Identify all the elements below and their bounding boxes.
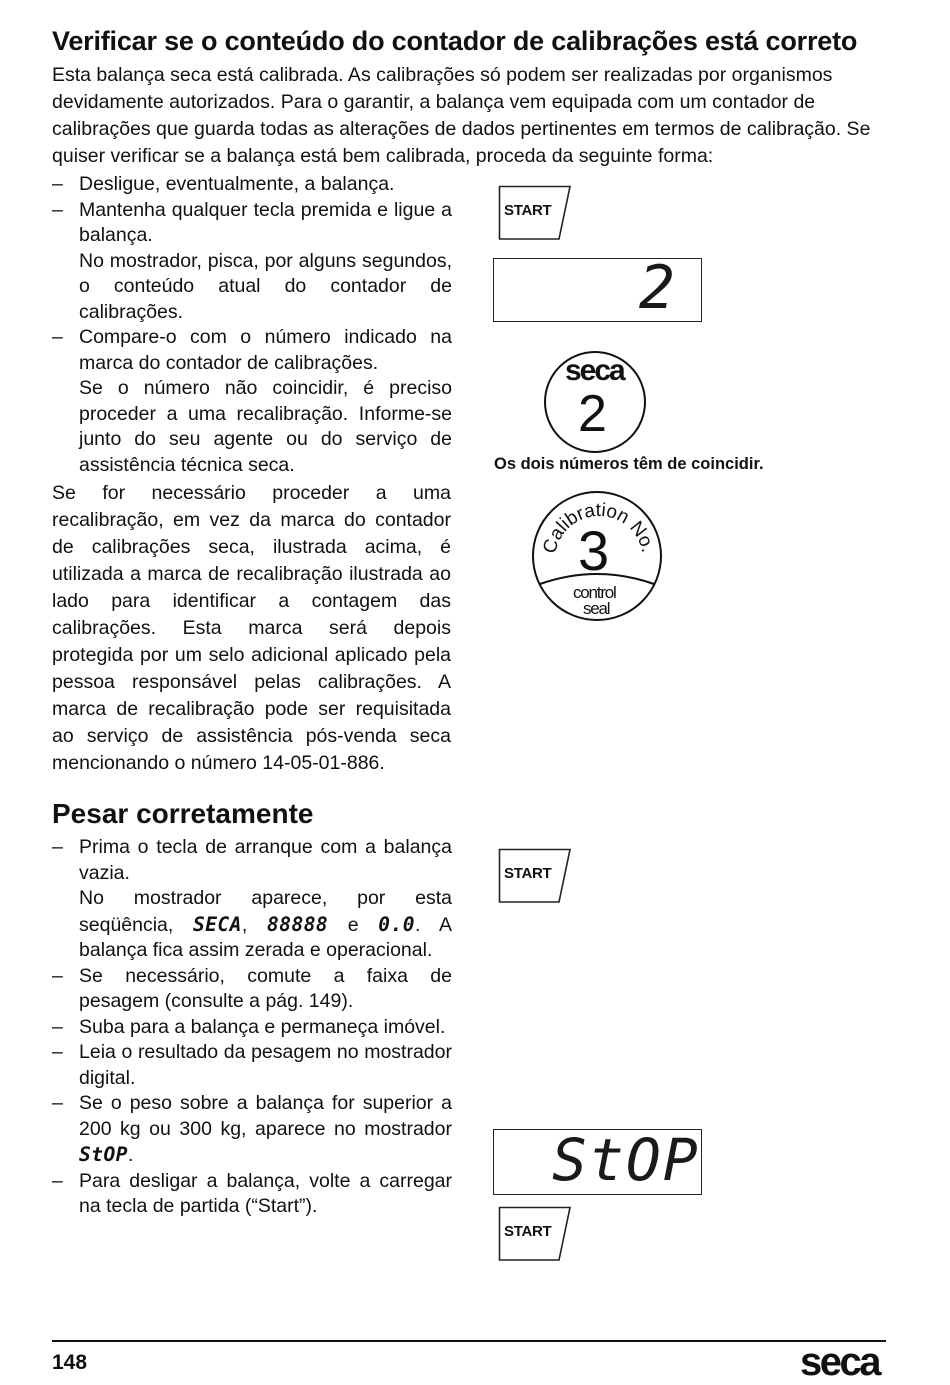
list-item: – Compare-o com o número indicado na marca do contador de calibrações. Se o número não coincidir, é preciso proceder a uma recalibração. Informe-se junto do seu agente ou do serviço de assistência técnica seca. <box>52 326 452 476</box>
calibration-steps-list <box>52 172 452 478</box>
list-item: – Desligue, eventualmente, a balança. <box>52 173 395 195</box>
weighing-steps-list <box>52 835 452 1220</box>
lcd-zero-inline: 0.0 <box>378 912 415 936</box>
list-item: – Leia o resultado da pesagem no mostrador digital. <box>52 1041 452 1089</box>
start-key-label: START <box>504 202 552 219</box>
stop-display-value: StOP <box>552 1126 700 1194</box>
recal-arc-text: Calibration No. <box>539 499 659 556</box>
intro-paragraph: Esta balança seca está calibrada. As calibrações só podem ser realizadas por organismos devidamente autorizados. Para o garantir, a balança vem equipada com um contador de calibrações que guarda todas as alterações de dados pertinentes em termos de calibração. Se quiser verificar se a balança está bem calibrada, proceda da seguinte forma: <box>52 64 871 167</box>
counter-display-value: 2 <box>638 253 675 323</box>
lcd-stop-inline: StOP <box>79 1143 128 1166</box>
brand-logo: seca <box>800 1340 879 1384</box>
list-item: – Se o peso sobre a balança for superior a 200 kg ou 300 kg, aparece no mostrador StOP. <box>52 1092 452 1166</box>
lcd-8888-inline: 88888 <box>266 912 329 936</box>
start-key-figure-2 <box>498 848 572 902</box>
section-title-calibration-counter: Verificar se o conteúdo do contador de calibrações está correto <box>52 26 858 56</box>
stop-display-figure <box>493 1126 702 1195</box>
start-key-label: START <box>504 1223 552 1240</box>
seal-brand: seca <box>565 354 624 387</box>
list-item: – Prima o tecla de arranque com a balança vazia. No mostrador aparece, por esta seqüência, SECA, 88888 e 0.0. A balança fica assim zerada e operacional. <box>52 836 452 961</box>
seal-number: 2 <box>578 385 607 443</box>
recalibration-paragraph: Se for necessário proceder a uma recalibração, em vez da marca do contador de calibrações seca, ilustrada acima, é utilizada a marca de recalibração ilustrada ao lado para identificar a contagem das calibrações. Esta marca será depois protegida por um selo adicional aplicado pela pessoa responsável pelas calibrações. A marca de recalibração pode ser requisitada ao serviço de assistência pós-venda seca mencionando o número 14-05-01-886. <box>52 482 451 774</box>
start-key-label: START <box>504 865 552 882</box>
recal-seal-label: seal <box>583 599 610 618</box>
section-title-weighing: Pesar corretamente <box>52 798 314 829</box>
start-key-figure-3 <box>498 1206 572 1260</box>
list-item: – Suba para a balança e permaneça imóvel. <box>52 1015 446 1038</box>
list-item: – Para desligar a balança, volte a carregar na tecla de partida (“Start”). <box>52 1169 452 1217</box>
footer-divider <box>52 1340 886 1342</box>
lcd-seca-inline: SECA <box>192 912 242 936</box>
recal-number: 3 <box>578 519 610 582</box>
list-item: – Se necessário, comute a faixa de pesagem (consulte a pág. 149). <box>52 964 452 1012</box>
start-key-figure <box>498 185 572 239</box>
counter-display-figure <box>493 253 702 323</box>
recal-control-label: control <box>573 583 616 602</box>
calibration-counter-seal <box>543 350 647 454</box>
seal-caption: Os dois números têm de coincidir. <box>494 455 764 473</box>
recalibration-mark <box>531 490 663 622</box>
page-number: 148 <box>52 1351 88 1374</box>
list-item: – Mantenha qualquer tecla premida e ligue a balança. No mostrador, pisca, por alguns segundos, o conteúdo atual do contador de calibrações. <box>52 198 452 323</box>
